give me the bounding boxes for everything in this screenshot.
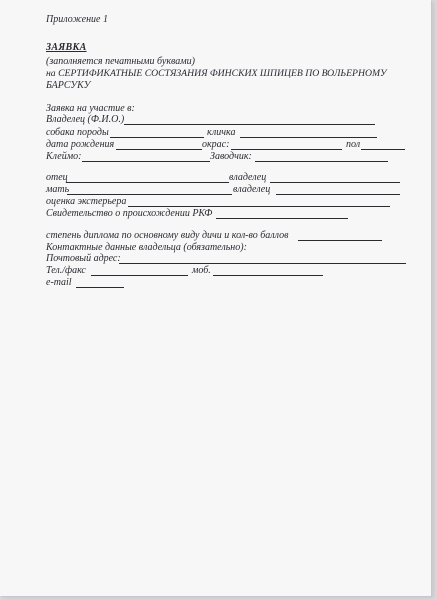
birth-date-field[interactable] [116,149,202,150]
mother-field[interactable] [67,194,232,195]
owner-label: Владелец (Ф.И.О.) [46,114,125,125]
sex-field[interactable] [361,149,405,150]
exterior-label: оценка экстерьера [46,196,127,207]
phone-label: Тел./факс [46,265,86,276]
breed-label: собака породы [46,127,109,138]
diploma-label: степень диплома по основному виду дичи и кол-во баллов [46,230,289,241]
birth-date-label: дата рождения [46,139,115,150]
mobile-field[interactable] [213,275,323,276]
email-label: e-mail [46,277,72,288]
brand-label: Клеймо: [46,151,82,162]
brand-field[interactable] [82,161,210,162]
exterior-field[interactable] [128,206,390,207]
form-title: ЗАЯВКА [46,42,87,53]
email-field[interactable] [76,287,124,288]
diploma-field[interactable] [298,240,382,241]
phone-field[interactable] [91,275,188,276]
color-label: окрас: [202,139,230,150]
certificate-label: Свидетельство о происхождении РКФ [46,208,213,219]
address-label: Почтовый адрес: [46,253,121,264]
mother-owner-field[interactable] [276,194,400,195]
mother-label: мать [46,184,70,195]
mobile-label: моб. [192,265,211,276]
participation-label: Заявка на участие в: [46,103,135,114]
contacts-label: Контактные данные владельца (обязательно): [46,242,247,253]
owner-field[interactable] [124,124,375,125]
father-owner-label: владелец [229,172,267,183]
father-label: отец [46,172,68,183]
father-owner-field[interactable] [270,182,400,183]
nickname-label: кличка [207,127,236,138]
form-note: (заполняется печатными буквами) [46,56,195,67]
event-title-line1: на СЕРТИФИКАТНЫЕ СОСТЯЗАНИЯ ФИНСКИХ ШПИЦЕВ ПО ВОЛЬЕРНОМУ [46,68,387,79]
color-field[interactable] [231,149,342,150]
appendix-label: Приложение 1 [46,14,108,25]
nickname-field[interactable] [240,137,377,138]
event-title-line2: БАРСУКУ [46,80,91,91]
father-field[interactable] [66,182,229,183]
breeder-field[interactable] [255,161,388,162]
sex-label: пол [346,139,361,150]
breed-field[interactable] [110,137,204,138]
certificate-field[interactable] [216,218,348,219]
mother-owner-label: владелец [233,184,271,195]
breeder-label: Заводчик: [210,151,252,162]
address-field[interactable] [119,263,406,264]
